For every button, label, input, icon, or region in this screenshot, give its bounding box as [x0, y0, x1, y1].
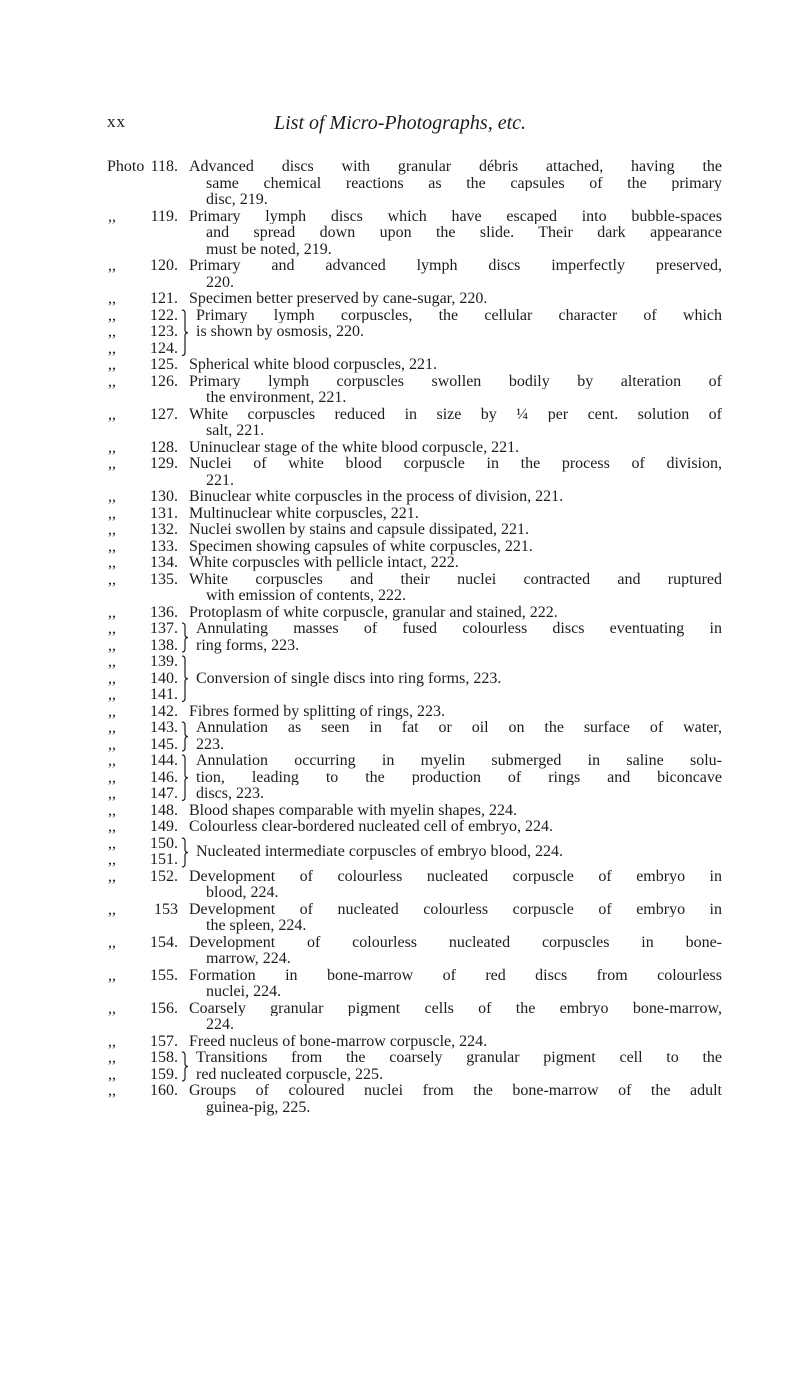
ditto-mark: ,, — [108, 603, 116, 621]
photo-number: 124. — [150, 339, 178, 357]
photo-number: 120. — [150, 257, 178, 274]
ditto-mark: ,, — [108, 372, 116, 390]
photo-number: 118. — [150, 158, 178, 175]
entry-text: Annulating masses of fused colourless discs eventuating in — [196, 620, 722, 637]
ditto-mark: ,, — [108, 339, 116, 357]
ditto-mark: ,, — [108, 438, 116, 456]
ditto-mark: ,, — [108, 257, 116, 274]
photo-number: 142. — [150, 702, 178, 720]
photo-number: 122. — [150, 306, 178, 324]
entry-text: Colourless clear-bordered nucleated cell of embryo, 224. — [189, 818, 553, 835]
photo-number: 140. — [150, 669, 178, 687]
ditto-mark: ,, — [108, 867, 116, 885]
entry-text: Advanced discs with granular débris attached, having the — [189, 158, 722, 175]
entry-text: Protoplasm of white corpuscle, granular and stained, 222. — [189, 603, 558, 621]
entry-text: 223. — [196, 735, 224, 753]
ditto-mark: ,, — [108, 735, 116, 753]
entry-text: ring forms, 223. — [196, 636, 300, 654]
entry-text: 221. — [206, 471, 234, 489]
entry-text: must be noted, 219. — [206, 240, 332, 258]
entry-text: Development of colourless nucleated corpuscles in bone- — [189, 933, 722, 950]
ditto-mark: ,, — [108, 356, 116, 373]
photo-number: 135. — [150, 570, 178, 588]
ditto-mark: ,, — [108, 752, 116, 769]
entry-text: Freed nucleus of bone-marrow corpuscle, 224. — [189, 1032, 488, 1050]
ditto-mark: ,, — [108, 719, 116, 736]
entry-text: Conversion of single discs into ring forms, 223. — [196, 669, 502, 687]
entry-text: Formation in bone-marrow of red discs from colourless — [189, 966, 722, 983]
entry-text: Transitions from the coarsely granular pigment cell to the — [196, 1049, 722, 1066]
photo-number: 158. — [150, 1049, 178, 1066]
ditto-mark: ,, — [108, 653, 116, 670]
photo-number: 148. — [150, 801, 178, 819]
entry-text: the spleen, 224. — [206, 917, 307, 934]
ditto-mark: ,, — [108, 323, 116, 340]
brace — [180, 309, 190, 357]
photo-number: 123. — [150, 323, 178, 340]
entry-text: Nuclei of white blood corpuscle in the process of division, — [189, 455, 722, 472]
brace — [180, 1051, 190, 1082]
running-title: List of Micro-Photographs, etc. — [273, 112, 527, 134]
brace — [180, 837, 190, 868]
entry-text: White corpuscles with pellicle intact, 222. — [189, 554, 459, 571]
photo-number: 154. — [150, 933, 178, 951]
ditto-mark: ,, — [108, 455, 116, 472]
photo-number: 151. — [150, 851, 178, 868]
entry-text: is shown by osmosis, 220. — [196, 323, 365, 340]
entry-text: Spherical white blood corpuscles, 221. — [189, 356, 437, 373]
entry-text: the environment, 221. — [206, 389, 347, 406]
entry-text: tion, leading to the production of rings and biconcave — [196, 768, 722, 785]
entry-text: Binuclear white corpuscles in the process of division, 221. — [189, 488, 564, 505]
ditto-mark: ,, — [108, 801, 116, 819]
photo-number: 139. — [150, 653, 178, 670]
entry-text: Nucleated intermediate corpuscles of embryo blood, 224. — [196, 842, 563, 860]
ditto-mark: ,, — [108, 1032, 116, 1050]
photo-number: 119. — [150, 207, 178, 225]
brace — [180, 622, 190, 653]
photo-number: 147. — [150, 785, 178, 802]
ditto-mark: ,, — [108, 834, 116, 852]
ditto-mark: ,, — [108, 785, 116, 802]
entry-text: Uninuclear stage of the white blood corpuscle, 221. — [189, 438, 520, 456]
brace — [180, 655, 190, 703]
entry-text: Primary lymph corpuscles swollen bodily by alteration of — [189, 372, 722, 389]
ditto-mark: ,, — [108, 686, 116, 703]
brace — [180, 754, 190, 802]
photo-number: 121. — [150, 290, 178, 307]
entry-text: Coarsely granular pigment cells of the embryo bone-marrow, — [189, 999, 722, 1016]
entry-text: nuclei, 224. — [206, 983, 282, 1000]
ditto-mark: ,, — [108, 521, 116, 538]
photo-number: 132. — [150, 521, 178, 538]
ditto-mark: ,, — [108, 999, 116, 1017]
photo-number: 144. — [150, 752, 178, 769]
photo-number: 145. — [150, 735, 178, 753]
photo-number: 128. — [150, 438, 178, 456]
ditto-mark: ,, — [108, 636, 116, 654]
ditto-mark: ,, — [108, 702, 116, 720]
page-header — [0, 112, 800, 136]
entry-text: Multinuclear white corpuscles, 221. — [189, 504, 419, 522]
entry-text: Development of nucleated colourless corpuscle of embryo in — [189, 900, 722, 917]
entry-text: Nuclei swollen by stains and capsule dissipated, 221. — [189, 521, 529, 538]
photo-number: 150. — [150, 834, 178, 852]
entry-text: blood, 224. — [206, 884, 279, 901]
photo-number: 131. — [150, 504, 178, 522]
photo-number: 157. — [150, 1032, 178, 1050]
entry-text: 224. — [206, 1016, 234, 1033]
entry-text: Specimen showing capsules of white corpuscles, 221. — [189, 537, 533, 555]
photo-number: 126. — [150, 372, 178, 390]
entry-text: Development of colourless nucleated corpuscle of embryo in — [189, 867, 722, 884]
ditto-mark: ,, — [108, 504, 116, 522]
entry-text: Annulation as seen in fat or oil on the surface of water, — [196, 719, 722, 736]
photo-number: 143. — [150, 719, 178, 736]
photo-number: 125. — [150, 356, 178, 373]
page-number: xx — [107, 112, 126, 131]
ditto-mark: ,, — [108, 966, 116, 984]
entry-text: 220. — [206, 273, 234, 291]
ditto-mark: ,, — [108, 669, 116, 687]
photo-prefix: Photo — [107, 158, 145, 175]
ditto-mark: ,, — [108, 570, 116, 588]
photo-number: 137. — [150, 620, 178, 637]
photo-number: 160. — [150, 1082, 178, 1099]
ditto-mark: ,, — [108, 1082, 116, 1099]
photo-number: 152. — [150, 867, 178, 885]
photo-number: 136. — [150, 603, 178, 621]
ditto-mark: ,, — [108, 933, 116, 951]
entry-text: Primary lymph corpuscles, the cellular character of which — [196, 306, 722, 323]
ditto-mark: ,, — [108, 405, 116, 423]
entry-text: Primary lymph discs which have escaped into bubble-spaces — [189, 207, 722, 224]
ditto-mark: ,, — [108, 488, 116, 505]
entry-text: Specimen better preserved by cane-sugar, 220. — [189, 290, 488, 307]
ditto-mark: ,, — [108, 1049, 116, 1066]
ditto-mark: ,, — [108, 537, 116, 555]
entry-text: discs, 223. — [196, 785, 264, 802]
ditto-mark: ,, — [108, 620, 116, 637]
entry-text: disc, 219. — [206, 191, 268, 208]
entry-text: Groups of coloured nuclei from the bone-marrow of the adult — [189, 1082, 722, 1099]
ditto-mark: ,, — [108, 554, 116, 571]
entry-text: White corpuscles reduced in size by ¼ per cent. solution of — [189, 405, 722, 422]
photo-number: 156. — [150, 999, 178, 1017]
entry-text: with emission of contents, 222. — [206, 587, 406, 604]
entry-text: Blood shapes comparable with myelin shapes, 224. — [189, 801, 517, 819]
photo-number: 153 — [154, 900, 178, 918]
entry-text: Fibres formed by splitting of rings, 223. — [189, 702, 445, 720]
ditto-mark: ,, — [108, 306, 116, 324]
ditto-mark: ,, — [108, 1065, 116, 1083]
entry-text: marrow, 224. — [206, 950, 291, 967]
photo-number: 159. — [150, 1065, 178, 1083]
entry-text: Annulation occurring in myelin submerged in saline solu- — [196, 752, 722, 769]
photo-number: 155. — [150, 966, 178, 984]
photo-number: 127. — [150, 405, 178, 423]
photo-number: 130. — [150, 488, 178, 505]
photo-number: 133. — [150, 537, 178, 555]
entry-text: Primary and advanced lymph discs imperfectly preserved, — [189, 257, 722, 274]
entry-text: red nucleated corpuscle, 225. — [196, 1065, 384, 1083]
ditto-mark: ,, — [108, 900, 116, 918]
entry-text: and spread down upon the slide. Their dark appearance — [206, 224, 722, 241]
photo-number: 149. — [150, 818, 178, 835]
entry-text: guinea-pig, 225. — [206, 1098, 311, 1116]
ditto-mark: ,, — [108, 290, 116, 307]
ditto-mark: ,, — [108, 207, 116, 225]
photo-number: 146. — [150, 768, 178, 786]
photo-number: 138. — [150, 636, 178, 654]
entry-text: White corpuscles and their nuclei contracted and ruptured — [189, 570, 722, 587]
entry-text: same chemical reactions as the capsules of the primary — [206, 174, 722, 191]
photo-number: 129. — [150, 455, 178, 472]
ditto-mark: ,, — [108, 768, 116, 786]
brace — [180, 721, 190, 752]
photo-number: 141. — [150, 686, 178, 703]
ditto-mark: ,, — [108, 818, 116, 835]
entry-text: salt, 221. — [206, 422, 265, 439]
photo-number: 134. — [150, 554, 178, 571]
ditto-mark: ,, — [108, 851, 116, 868]
